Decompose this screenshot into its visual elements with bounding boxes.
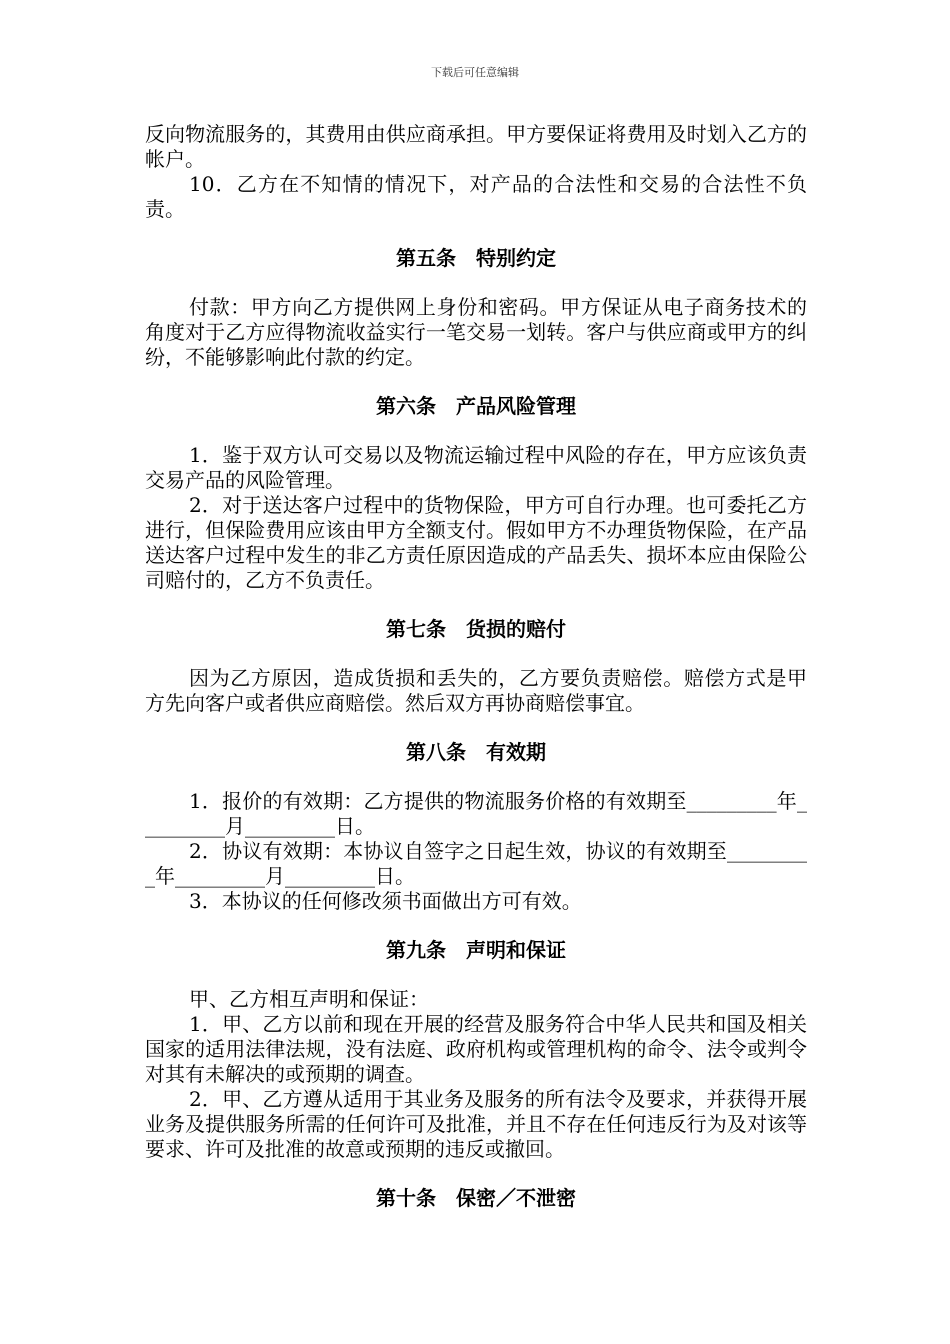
- section-heading-7: 第七条 货损的赔付: [386, 617, 566, 641]
- paragraph-validity-3: 3．本协议的任何修改须书面做出方可有效。: [189, 889, 582, 913]
- paragraph-item-10: 10．乙方在不知情的情况下，对产品的合法性和交易的合法性不负责。: [145, 172, 807, 221]
- paragraph-declaration-1: 1．甲、乙方以前和现在开展的经营及服务符合中华人民共和国及相关国家的适用法律法规，没有法庭、政府机构或管理机构的命令、法令或判令对其有未解决的或预期的调查。: [145, 1012, 807, 1086]
- section-heading-9: 第九条 声明和保证: [386, 938, 566, 962]
- section-heading-6: 第六条 产品风险管理: [376, 394, 576, 418]
- page-header: 下载后可任意编辑: [431, 66, 519, 79]
- section-heading-8: 第八条 有效期: [406, 740, 546, 764]
- paragraph-declaration-intro: 甲、乙方相互声明和保证：: [189, 987, 429, 1011]
- paragraph-risk-1: 1．鉴于双方认可交易以及物流运输过程中风险的存在，甲方应该负责交易产品的风险管理。: [145, 443, 807, 492]
- paragraph-risk-2: 2．对于送达客户过程中的货物保险，甲方可自行办理。也可委托乙方进行，但保险费用应该由甲方全额支付。假如甲方不办理货物保险，在产品送达客户过程中发生的非乙方责任原因造成的产品丢失、损坏本应由保险公司赔付的，乙方不负责任。: [145, 493, 807, 592]
- document-body: [145, 122, 807, 1211]
- paragraph-declaration-2: 2．甲、乙方遵从适用于其业务及服务的所有法令及要求，并获得开展业务及提供服务所需的任何许可及批准，并且不存在任何违反行为及对该等要求、许可及批准的故意或预期的违反或撤回。: [145, 1087, 807, 1161]
- paragraph-validity-2: 2．协议有效期：本协议自签字之日起生效，协议的有效期至_________年_________月_________日。: [145, 839, 807, 888]
- section-heading-10: 第十条 保密／不泄密: [376, 1186, 576, 1210]
- paragraph-compensation: 因为乙方原因，造成货损和丢失的，乙方要负责赔偿。赔偿方式是甲方先向客户或者供应商赔偿。然后双方再协商赔偿事宜。: [145, 666, 807, 715]
- section-heading-5: 第五条 特别约定: [396, 246, 556, 270]
- paragraph-payment: 付款：甲方向乙方提供网上身份和密码。甲方保证从电子商务技术的角度对于乙方应得物流收益实行一笔交易一划转。客户与供应商或甲方的纠纷，不能够影响此付款的约定。: [145, 295, 807, 369]
- paragraph-validity-1: 1．报价的有效期：乙方提供的物流服务价格的有效期至_________年_________月_________日。: [145, 789, 807, 838]
- paragraph-continued: 反向物流服务的，其费用由供应商承担。甲方要保证将费用及时划入乙方的帐户。: [145, 122, 807, 171]
